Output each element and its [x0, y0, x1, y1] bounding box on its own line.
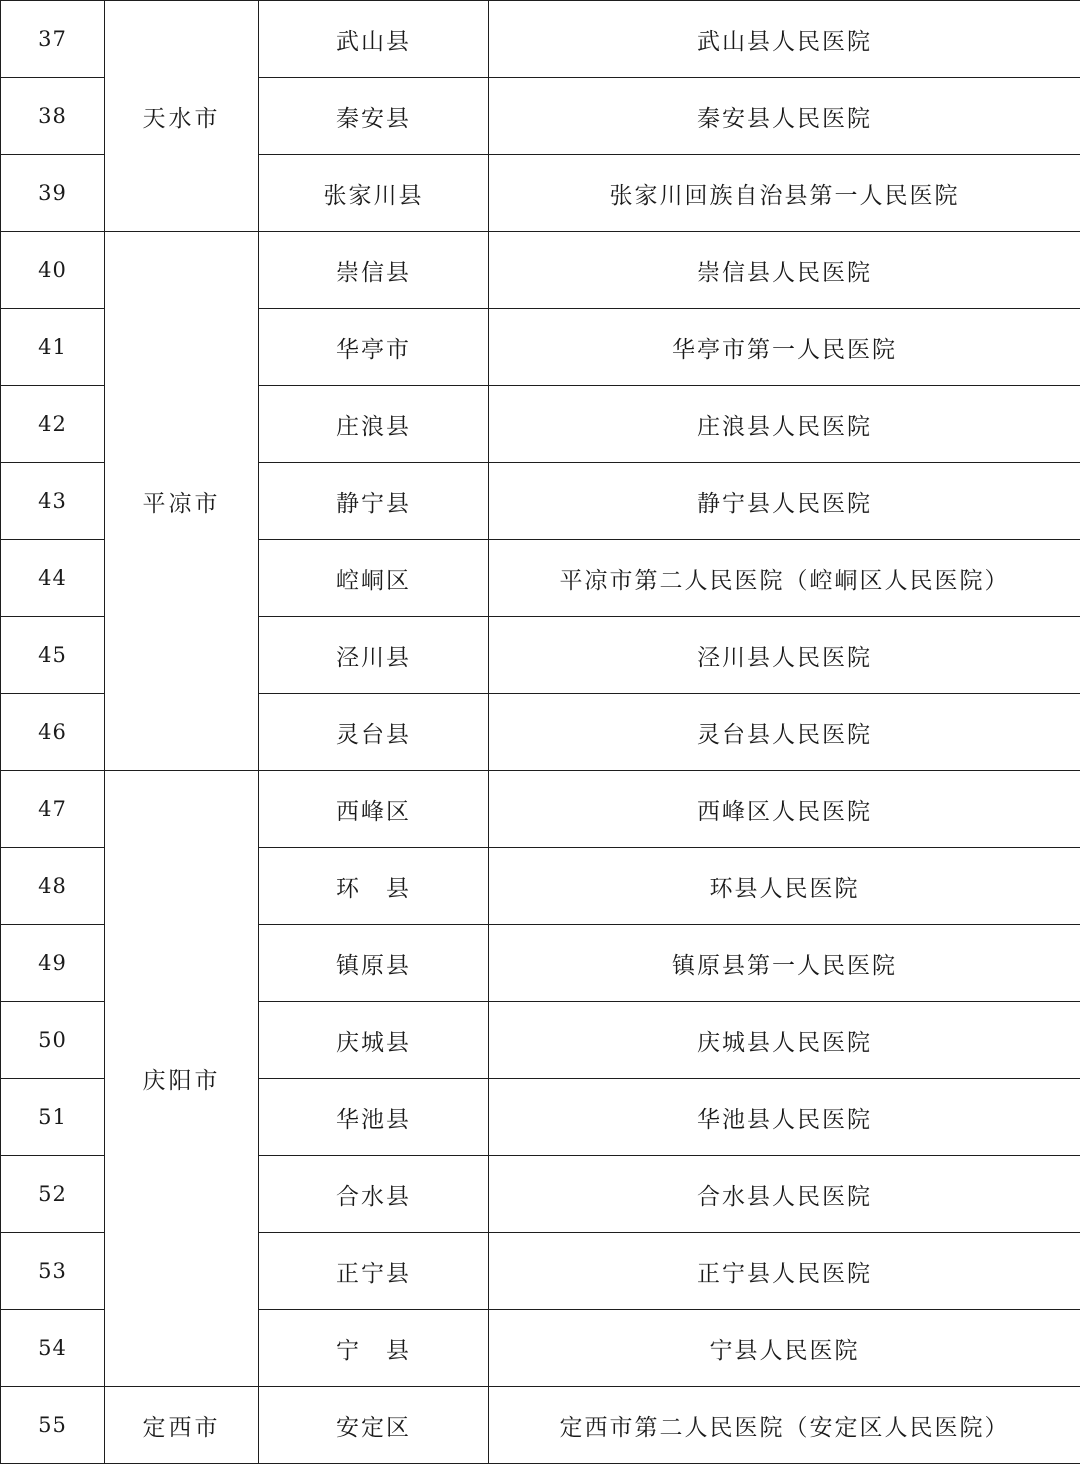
hospital-cell: 庄浪县人民医院 — [489, 386, 1080, 463]
row-number: 45 — [1, 617, 105, 694]
hospital-cell: 环县人民医院 — [489, 848, 1080, 925]
hospital-cell: 宁县人民医院 — [489, 1310, 1080, 1387]
hospital-cell: 武山县人民医院 — [489, 1, 1080, 78]
row-number: 44 — [1, 540, 105, 617]
row-number: 43 — [1, 463, 105, 540]
hospital-cell: 西峰区人民医院 — [489, 771, 1080, 848]
county-cell: 正宁县 — [259, 1233, 489, 1310]
city-cell: 平凉市 — [105, 232, 259, 771]
row-number: 51 — [1, 1079, 105, 1156]
county-cell: 合水县 — [259, 1156, 489, 1233]
table-row — [1, 1387, 1080, 1464]
row-number: 40 — [1, 232, 105, 309]
hospital-cell: 华亭市第一人民医院 — [489, 309, 1080, 386]
row-number: 47 — [1, 771, 105, 848]
county-cell: 静宁县 — [259, 463, 489, 540]
table-row — [1, 232, 1080, 309]
city-cell: 定西市 — [105, 1387, 259, 1464]
row-number: 52 — [1, 1156, 105, 1233]
row-number: 41 — [1, 309, 105, 386]
county-cell: 泾川县 — [259, 617, 489, 694]
county-cell: 灵台县 — [259, 694, 489, 771]
hospital-cell: 静宁县人民医院 — [489, 463, 1080, 540]
county-cell: 宁 县 — [259, 1310, 489, 1387]
hospital-cell: 华池县人民医院 — [489, 1079, 1080, 1156]
hospital-cell: 灵台县人民医院 — [489, 694, 1080, 771]
county-cell: 镇原县 — [259, 925, 489, 1002]
county-cell: 华亭市 — [259, 309, 489, 386]
county-cell: 西峰区 — [259, 771, 489, 848]
table-row — [1, 1, 1080, 78]
county-cell: 环 县 — [259, 848, 489, 925]
hospital-cell: 秦安县人民医院 — [489, 78, 1080, 155]
table-row — [1, 771, 1080, 848]
hospital-cell: 崇信县人民医院 — [489, 232, 1080, 309]
row-number: 50 — [1, 1002, 105, 1079]
hospital-cell: 张家川回族自治县第一人民医院 — [489, 155, 1080, 232]
city-cell: 庆阳市 — [105, 771, 259, 1387]
county-cell: 华池县 — [259, 1079, 489, 1156]
hospital-cell: 合水县人民医院 — [489, 1156, 1080, 1233]
hospital-cell: 镇原县第一人民医院 — [489, 925, 1080, 1002]
row-number: 38 — [1, 78, 105, 155]
hospital-cell: 庆城县人民医院 — [489, 1002, 1080, 1079]
row-number: 39 — [1, 155, 105, 232]
hospital-cell: 正宁县人民医院 — [489, 1233, 1080, 1310]
county-cell: 崆峒区 — [259, 540, 489, 617]
row-number: 48 — [1, 848, 105, 925]
row-number: 54 — [1, 1310, 105, 1387]
hospital-cell: 定西市第二人民医院（安定区人民医院） — [489, 1387, 1080, 1464]
row-number: 49 — [1, 925, 105, 1002]
hospital-cell: 泾川县人民医院 — [489, 617, 1080, 694]
county-cell: 张家川县 — [259, 155, 489, 232]
county-cell: 庄浪县 — [259, 386, 489, 463]
row-number: 46 — [1, 694, 105, 771]
county-cell: 武山县 — [259, 1, 489, 78]
row-number: 42 — [1, 386, 105, 463]
county-cell: 秦安县 — [259, 78, 489, 155]
row-number: 55 — [1, 1387, 105, 1464]
county-cell: 庆城县 — [259, 1002, 489, 1079]
city-cell: 天水市 — [105, 1, 259, 232]
hospital-cell: 平凉市第二人民医院（崆峒区人民医院） — [489, 540, 1080, 617]
row-number: 37 — [1, 1, 105, 78]
county-cell: 安定区 — [259, 1387, 489, 1464]
table-body — [1, 1, 1080, 1464]
county-cell: 崇信县 — [259, 232, 489, 309]
row-number: 53 — [1, 1233, 105, 1310]
